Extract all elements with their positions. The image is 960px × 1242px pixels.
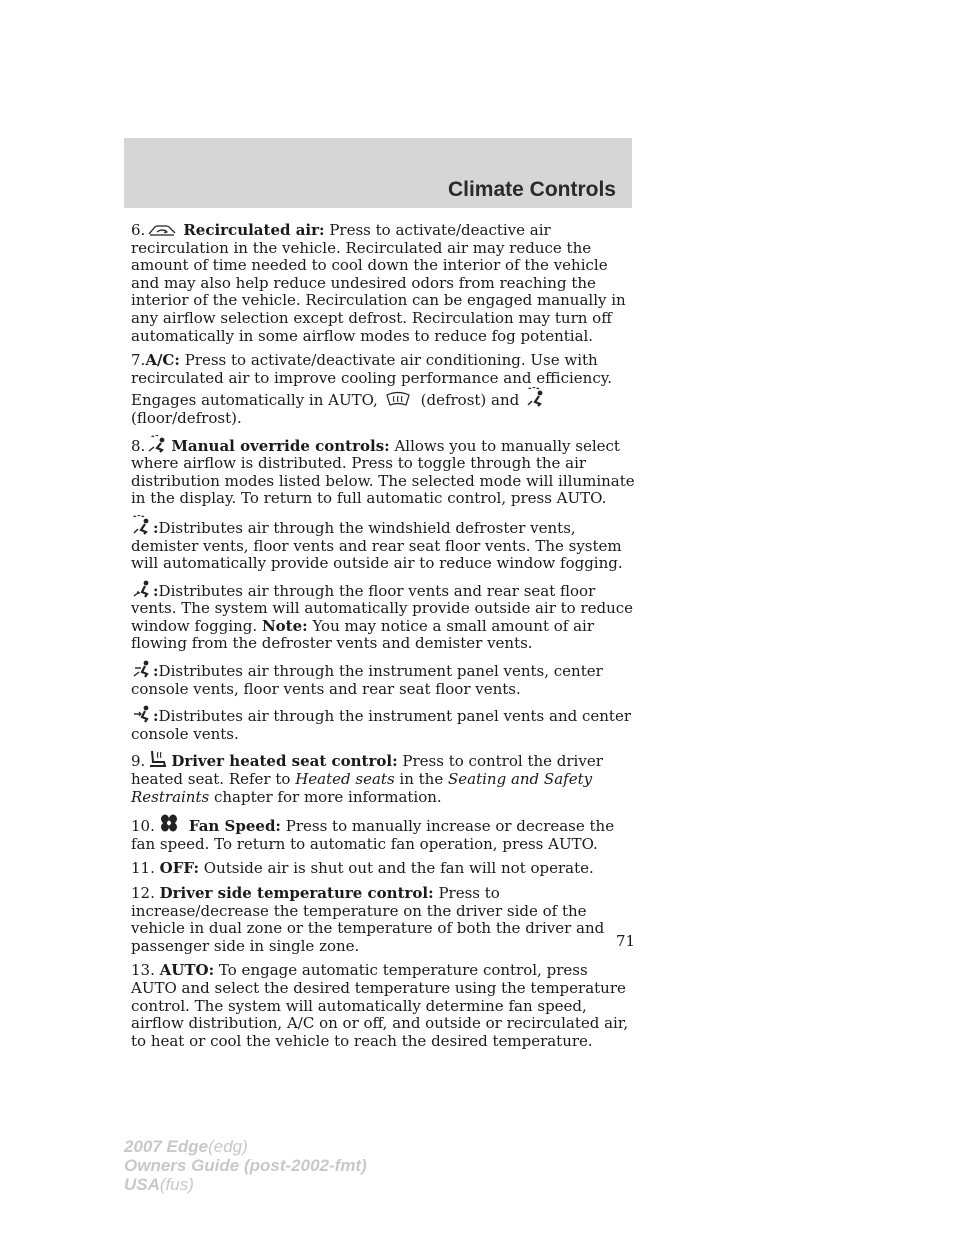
footer-line-3 — [124, 1175, 367, 1194]
item-11 — [131, 860, 635, 878]
mode-colon: : — [153, 518, 159, 537]
mode-text: Distributes air through the instrument panel vents and center console vents. — [131, 707, 632, 743]
footer-line-2: Owners Guide (post-2002-fmt) — [124, 1156, 367, 1175]
manual-override-icon — [147, 435, 169, 453]
floor-icon — [131, 580, 153, 598]
mode-text: Distributes air through the windshield defroster vents, demister vents, floor vents and rear seat floor vents. The system will automatically provide outside air to reduce window fogging. — [131, 518, 623, 573]
document-footer — [124, 1137, 367, 1194]
panel-floor-icon — [131, 660, 153, 678]
item-text: Outside air is shut out and the fan will not operate. — [203, 859, 594, 878]
item-label: Manual override controls: — [171, 436, 390, 455]
footer-model-code: (edg) — [208, 1137, 248, 1156]
item-label: Fan Speed: — [188, 817, 281, 836]
item-text: (defrost) and — [420, 391, 520, 410]
page-number: 71 — [616, 932, 636, 950]
item-text: Press to increase/decrease the temperature on the driver side of the vehicle in dual zone or the temperature of both the driver and passenger side in single zone. — [131, 884, 605, 955]
item-label: AUTO: — [159, 961, 215, 980]
footer-market: USA — [124, 1175, 160, 1194]
mode-colon: : — [153, 662, 159, 681]
footer-market-code: (fus) — [159, 1175, 194, 1194]
item-label: Driver side temperature control: — [159, 884, 434, 902]
item-13 — [131, 962, 635, 1050]
item-number: 7. — [131, 351, 146, 370]
reference: Heated seats — [295, 770, 395, 789]
mode-colon: : — [153, 581, 159, 600]
item-text: Press to manually increase or decrease the fan speed. To return to automatic fan operation, press AUTO. — [131, 817, 615, 853]
item-text: Press to activate/deactivate air conditioning. Use with recirculated air to improve cooling performance and efficiency. Engages automatically in AUTO, — [131, 351, 612, 410]
note-text: You may notice a small amount of air flowing from the defroster vents and demister vents. — [131, 616, 594, 653]
mode-panel-floor — [131, 660, 635, 698]
chapter-header-bar — [124, 138, 632, 208]
item-text: chapter for more information. — [213, 787, 442, 806]
item-text: To engage automatic temperature control, press AUTO and select the desired temperature using the temperature control. The system will automatically determine fan speed, airflow distribution, A/C on or off, and outside or recirculated air, to heat or cool the vehicle to reach the desired temperature. — [131, 961, 629, 1050]
item-7 — [131, 352, 635, 427]
item-number: 11. — [131, 859, 155, 878]
item-10 — [131, 813, 635, 853]
item-6 — [131, 222, 635, 345]
mode-floor — [131, 580, 635, 653]
page-body — [131, 222, 635, 1057]
defrost-icon — [385, 391, 411, 407]
floor-defrost-icon — [526, 387, 546, 407]
mode-text: Distributes air through the instrument panel vents, center console vents, floor vents and rear seat floor vents. — [131, 662, 603, 698]
item-label: Driver heated seat control: — [171, 752, 398, 771]
footer-line-1 — [124, 1137, 367, 1156]
mode-floor-defrost — [131, 515, 635, 573]
item-8 — [131, 435, 635, 508]
item-number: 8. — [131, 436, 146, 455]
item-label: OFF: — [159, 859, 200, 878]
fan-icon — [159, 813, 179, 833]
footer-model: 2007 Edge — [124, 1137, 209, 1156]
item-number: 9. — [131, 752, 146, 771]
panel-icon — [131, 705, 153, 723]
item-text: Press to control the driver heated seat. Refer to — [131, 752, 603, 789]
item-text: Press to activate/deactive air recirculation in the vehicle. Recirculated air may reduce the amount of time needed to cool down the interior of the vehicle and may also help reduce undesired odors from reaching the interior of the vehicle. Recirculation can be engaged manually in any airflow selection except defrost. Recirculation may turn off automatically in some airflow modes to reduce fog potential. — [131, 221, 626, 345]
floor-defrost-icon — [131, 515, 153, 535]
recirculation-icon — [147, 223, 177, 237]
item-label: Recirculated air: — [183, 221, 325, 239]
item-number: 10. — [131, 817, 155, 836]
item-9 — [131, 750, 635, 806]
item-text: (floor/defrost). — [131, 408, 242, 427]
heated-seat-icon — [147, 750, 167, 768]
mode-colon: : — [153, 707, 159, 726]
item-text: Allows you to manually select where airflow is distributed. Press to toggle through the air distribution modes listed below. The selected mode will illuminate in the display. To return to full automatic control, press AUTO. — [131, 436, 635, 508]
mode-panel — [131, 705, 635, 743]
item-number: 13. — [131, 961, 155, 980]
mode-text: Distributes air through the floor vents and rear seat floor vents. The system will automatically provide outside air to reduce window fogging. — [131, 581, 634, 635]
item-text: in the — [399, 770, 444, 789]
item-12 — [131, 885, 635, 955]
item-number: 6. — [131, 221, 146, 239]
item-number: 12. — [131, 884, 155, 902]
item-label: A/C: — [145, 351, 180, 370]
reference: Seating and Safety Restraints — [131, 770, 593, 806]
note-label: Note: — [261, 616, 308, 635]
chapter-title: Climate Controls — [447, 178, 616, 201]
